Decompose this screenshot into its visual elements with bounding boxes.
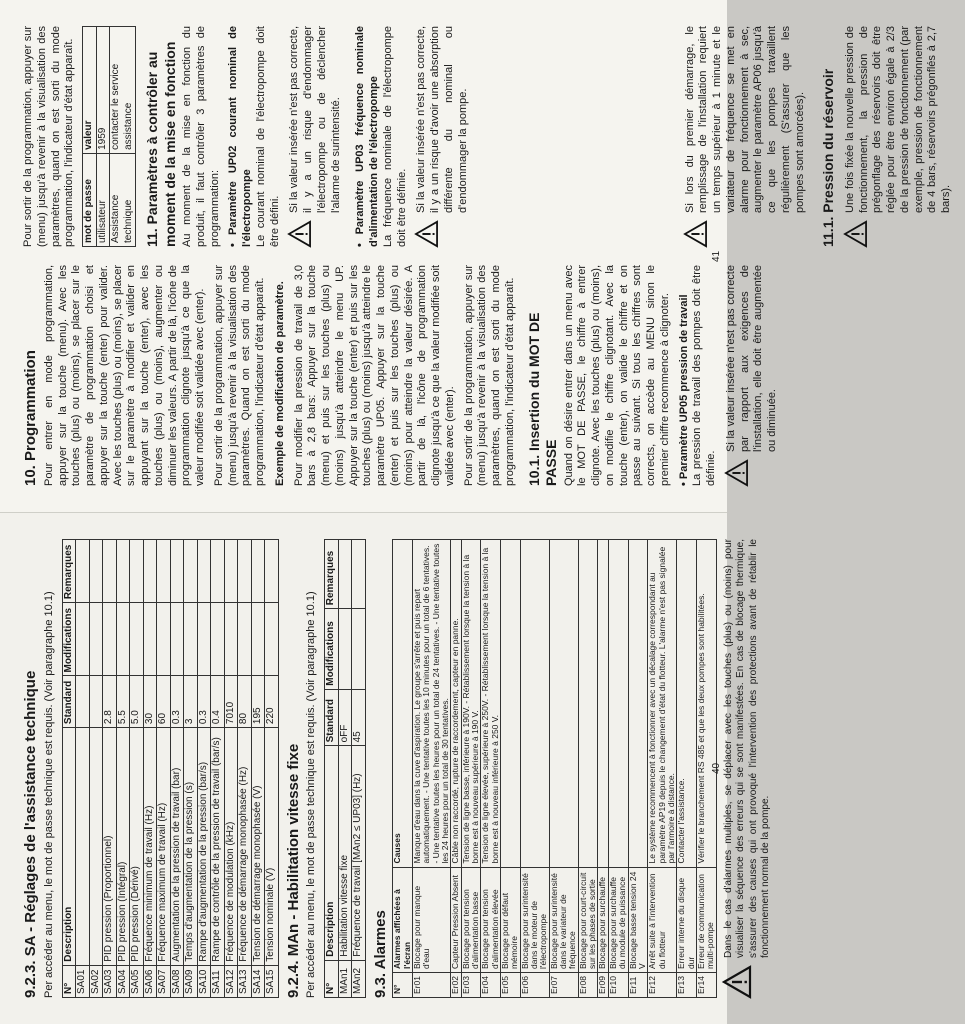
table-row (598, 540, 608, 998)
table-cell: oFF (338, 689, 352, 746)
table-cell: Temps d'augmentation de la pression (s) (184, 728, 198, 966)
sa-intro: Per accéder au menu, le mot de passe technique est requis. (Voir paragraphe 10.1) (42, 591, 55, 998)
table-cell (76, 728, 90, 966)
sa-table-body (76, 540, 279, 998)
table-row (608, 540, 628, 998)
table-cell: SA08 (170, 965, 184, 997)
table-cell: Blocage pour tension d'alimentation basse (461, 867, 481, 973)
pw-cell: Assistance technique (110, 153, 136, 246)
table-cell: Blocage pour surintensité dans le variateur de fréquence (549, 867, 578, 973)
table-cell-empty (103, 540, 117, 603)
up05-warning (725, 265, 785, 486)
table-cell: Blocage pour défaut mémoire (501, 867, 521, 973)
warning-icon (288, 221, 311, 247)
table-cell (170, 603, 184, 676)
table-cell: SA13 (238, 965, 252, 997)
right-bottom-2 (678, 26, 965, 247)
table-cell: SA11 (211, 965, 225, 997)
table-cell: 60 (157, 676, 171, 728)
table-cell: Augmentation de la pression de travail (bar) (170, 728, 184, 966)
table-cell: Câble non raccordé, rupture de raccordement, capteur en panne. (451, 540, 461, 868)
table-cell (197, 603, 211, 676)
table-cell: Arrêt suite à l'intervention du flotteur (648, 867, 677, 973)
up02-title: • Paramètre UP02 courant nominal de l'électropompe (227, 26, 253, 247)
table-cell: Tension de ligne basse, inférieure à 190V. - Rétablissement lorsque la tension à la borne est à nouveau supérieure à 190 V. (461, 540, 481, 868)
table-cell: Vérifier le branchement RS 485 et que les deux pompes sont habilitées. (696, 540, 716, 868)
table-cell: 195 (251, 676, 265, 728)
table-cell: Fréquence minimum de travail (Hz) (143, 728, 157, 966)
table-row (197, 540, 211, 998)
warning-icon (844, 221, 867, 247)
table-cell: Blocage pour surchauffe (598, 867, 608, 973)
password-exit-paragraph: Pour sortir de la programmation, appuyer sur (menu) jusqu'à revenir à la visualisation des paramètres, quand on est sorti du mode programmation, l'indicateur d'état apparaît. (22, 26, 76, 247)
right-columns (22, 26, 678, 486)
password-paragraph: Quand on désire entrer dans un menu avec le MOT DE PASSE, le chiffre à entrer clignote. Avec les touches (plus) ou (moins), on modifie le chiffre clignotant. Avec la touche (enter), on valide le chiffre et on passe au suivant. Si tous les chiffres sont corrects, on accède au MENU sinon le premier chiffre recommence à clignoter. (562, 265, 671, 486)
warning-icon (723, 966, 751, 998)
prog-paragraph-2: Pour sortir de la programmation, appuyer sur (menu) jusqu'à revenir à la visualisation des paramètres. Quand on est sorti du mode programmation, l'indicateur d'état apparaît. (212, 265, 266, 486)
table-row (352, 540, 366, 998)
table-cell (578, 540, 598, 868)
table-row (103, 540, 117, 998)
right-column-2 (22, 26, 678, 247)
table-row (265, 540, 279, 998)
alarm-table (392, 539, 716, 998)
table-cell-empty (352, 540, 366, 609)
up05-warning-2-text: Si lors du premier démarrage, le remplissage de l'installation requiert un temps supérieur à 1 minute et le variateur de fréquence se met en alarme pour fonctionnement à sec, augmenter le paramètre AP06 jusqu'à ce que les pompes travaillent régulièrement (S'assurer que les pompes sont amorcées). (683, 26, 806, 213)
table-cell: Blocage pour surchauffe du module de puissance (608, 867, 628, 973)
table-cell-empty (130, 540, 144, 603)
man-table (324, 539, 366, 998)
table-cell: Tension de ligne élevée, supérieure à 250V. - Rétablissement lorsque la tension à la borne est à nouveau inférieure à 250 V. (481, 540, 501, 868)
tank-warning (844, 26, 959, 247)
table-cell: Le système recommencent à fonctionner avec un décalage correspondant au paramètre AP19 depuis le changement d'état du flotteur. L'alarme n'est pas signalée par l'armoire à distance. (648, 540, 677, 868)
table-cell-empty (116, 540, 130, 603)
table-row (549, 540, 578, 998)
man-header-mod: Modifications (325, 609, 339, 689)
tank-title: 11.1. Pression du réservoir (820, 68, 837, 247)
alarm-note: Dans le cas d'alarmes multiples, se déplacer avec les touches (plus) ou (moins) pour visualiser la séquence des erreurs qui se sont manifestées. En cas de blocage thermique, s'assurer des causes qui ont provoqué l'intervention des protections avant de rétablir le fonctionnement normal de la pompe. (722, 539, 772, 958)
table-cell: Er11 (628, 973, 648, 998)
table-cell (184, 603, 198, 676)
example-title: Exemple de modification de paramètre. (273, 281, 286, 486)
up02-paragraph: Le courant nominal de l'électropompe doit être défini. (254, 26, 281, 247)
table-cell: Er09 (598, 973, 608, 998)
table-cell (501, 540, 521, 868)
table-cell-empty (251, 540, 265, 603)
up05-title: • Paramètre UP05 pression de travail (677, 294, 690, 486)
table-cell-empty (89, 540, 103, 603)
table-cell: Contacter l'assistance. (677, 540, 697, 868)
table-cell: PID pression (Dérivé) (130, 728, 144, 966)
table-cell-empty (238, 540, 252, 603)
sa-header-mod: Modifications (62, 603, 76, 676)
table-cell: Er01 (412, 973, 450, 998)
table-row (211, 540, 225, 998)
up03-warning (415, 26, 475, 247)
table-cell (211, 603, 225, 676)
table-cell: 3 (184, 676, 198, 728)
table-cell: Erreur de communication multi-pompe (696, 867, 716, 973)
table-cell (76, 676, 90, 728)
table-cell-empty (224, 540, 238, 603)
table-cell: Tension nominale (V) (265, 728, 279, 966)
table-cell-empty (184, 540, 198, 603)
table-cell: 5.5 (116, 676, 130, 728)
alarm-header-n: N° (393, 973, 413, 998)
table-cell: Capteur Pression Absent (451, 867, 461, 973)
table-row (238, 540, 252, 998)
table-cell (265, 603, 279, 676)
table-cell: 0.3 (170, 676, 184, 728)
table-cell: SA10 (197, 965, 211, 997)
table-cell: SA02 (89, 965, 103, 997)
man-header-desc: Description (325, 746, 339, 960)
table-row (578, 540, 598, 998)
sa-header-desc: Description (62, 728, 76, 966)
table-cell: Rampe d'augmentation de la pression (bar/s) (197, 728, 211, 966)
table-cell (251, 603, 265, 676)
prog-paragraph-1: Pour entrer en mode programmation, appuyer sur la touche (menu). Avec les touches (plus) ou (moins), se placer sur le paramètre de programmation choisi et appuyer sur la touche (enter) pour valider. Avec les touches (plus) ou (moins), se placer sur le paramètre à modifier et valider en appuyant sur la touche (enter), avec les touches (plus) ou (moins), augmenter ou diminuer les valeurs. A partir de là, l'icône de programmation clignote jusqu'à ce que la valeur modifiée soit validée avec (enter). (42, 265, 206, 486)
table-cell-empty (211, 540, 225, 603)
table-row (251, 540, 265, 998)
table-cell: Blocage pour surintensité dans le moteur de l'électropompe (520, 867, 549, 973)
table-row (116, 540, 130, 998)
table-cell: 80 (238, 676, 252, 728)
table-cell: Fréquence de travail [MAn2 ≤ UP03] (Hz) (352, 746, 366, 960)
table-cell: Rampe de contrôle de la pression de travail (bar/s) (211, 728, 225, 966)
table-cell: Blocage pour tension d'alimentation élevée (481, 867, 501, 973)
table-cell: 220 (265, 676, 279, 728)
table-cell-empty (352, 609, 366, 689)
table-cell: Fréquence de modulation (kHz) (224, 728, 238, 966)
table-cell-empty (338, 540, 352, 609)
alarm-section-title: 9.3. Alarmes (371, 910, 389, 998)
table-cell: 2.8 (103, 676, 117, 728)
table-cell: Habilitation vitesse fixe (338, 746, 352, 960)
table-cell-empty (265, 540, 279, 603)
pw-cell: contacter le service assistance (110, 27, 136, 154)
table-cell: Er04 (481, 973, 501, 998)
table-cell (103, 603, 117, 676)
example-paragraph: Pour modifier la pression de travail de 3,0 bars à 2,8 bars: Appuyer sur la touche (menu) et puis sur les touches (plus) ou (moins) jusqu'à atteindre le menu UP. Appuyer sur la touche (enter) et puis sur les touches (plus) ou (moins) jusqu'à atteindre le paramètre UP05. Appuyer sur la touche (enter) et puis sur les touches (plus) ou (moins) pour atteindre la valeur désirée. A partir de là, l'icône de programmation clignote jusqu'à ce que la valeur modifiée soit validée avec (enter). (292, 264, 456, 486)
table-cell-empty (143, 540, 157, 603)
man-header-rem: Remarques (325, 540, 339, 609)
table-row (481, 540, 501, 998)
table-cell (157, 603, 171, 676)
table-cell (89, 728, 103, 966)
table-cell: SA09 (184, 965, 198, 997)
table-row (170, 540, 184, 998)
table-cell (143, 603, 157, 676)
table-cell-empty (157, 540, 171, 603)
table-row (501, 540, 521, 998)
table-row (451, 540, 461, 998)
table-row (184, 540, 198, 998)
table-cell: Er02 (451, 973, 461, 998)
table-cell: Erreur interne du disque dur (677, 867, 697, 973)
table-cell: Tension de démarrage monophasée (V) (251, 728, 265, 966)
table-cell (598, 540, 608, 868)
table-cell: Er14 (696, 973, 716, 998)
warning-icon (684, 221, 707, 247)
table-cell: SA14 (251, 965, 265, 997)
table-cell: PID pression (Intégral) (116, 728, 130, 966)
table-row (76, 540, 90, 998)
sa-header-std: Standard (62, 676, 76, 728)
sa-table (62, 539, 279, 998)
table-row (338, 540, 352, 998)
table-cell: Fréquence maximum de travail (Hz) (157, 728, 171, 966)
table-row (677, 540, 697, 998)
pw-cell: utilisateur (96, 153, 110, 246)
up02-warning (288, 26, 348, 247)
tank-paragraph: Une fois fixée la nouvelle pression de fonctionnement, la pression de prégonflage des réservoirs doit être réglée pour être environ égale à 2/3 de la pression de fonctionnement (par exemple, pression de fonctionnement de 4 bars, réservoirs prégonflés à 2,7 bars). (843, 26, 952, 213)
table-row (96, 27, 110, 247)
up03-paragraph: La fréquence nominale de l'électropompe doit être définie. (381, 26, 408, 247)
man-header-n: N° (325, 960, 339, 997)
table-cell: Er05 (501, 973, 521, 998)
prog-title: 10. Programmation (22, 350, 39, 486)
man-section-title: 9.2.4. MAn - Habilitation vitesse fixe (284, 743, 302, 998)
table-cell (628, 540, 648, 868)
table-cell: SA04 (116, 965, 130, 997)
pw-header-value: valeur (83, 27, 97, 154)
table-cell: Blocage pour court-circuit sur les phases de sortie (578, 867, 598, 973)
table-row (628, 540, 648, 998)
table-cell: Blocage basse tension 24 V (628, 867, 648, 973)
up02-warning-text: Si la valeur insérée n'est pas correcte, il y a un risque d'endommager l'électropompe ou de déclencher l'alarme de surintensité. (288, 26, 342, 213)
table-cell: SA03 (103, 965, 117, 997)
man-table-body (338, 540, 365, 998)
table-cell-empty (338, 609, 352, 689)
table-row (461, 540, 481, 998)
table-cell: Er06 (520, 973, 549, 998)
up05-paragraph: La pression de travail des pompes doit être définie. (691, 265, 717, 486)
table-cell (130, 603, 144, 676)
sa-section-title: 9.2.3. SA - Réglages de l'assistance technique (22, 670, 39, 998)
pw-header-name: mot de passe (83, 153, 97, 246)
table-cell: Manque d'eau dans la cuve d'aspiration. Le groupe s'arrête et puis repart automatiquement. - Une tentative toutes les 10 minutes pour un total de 6 tentatives. - Une tentative toutes les heures pour un total de 24 tentatives. - Une tentative toutes les 24 heures pour un total de 30 tentatives. (412, 540, 450, 868)
table-row (89, 540, 103, 998)
example-paragraph-2: Pour sortir de la programmation, appuyer sur (menu) jusqu'à revenir à la visualisation des paramètres, quand on est sorti du mode programmation, l'indicateur d'état apparaît. (462, 265, 516, 486)
up03-title: • Paramètre UP03 fréquence nominale d'alimentation de l'électropompe (354, 26, 380, 247)
table-cell: 30 (143, 676, 157, 728)
right-column-1 (22, 265, 678, 486)
table-cell: 0.3 (197, 676, 211, 728)
table-cell (520, 540, 549, 868)
sa-header-n: N° (62, 965, 76, 997)
table-cell: Er10 (608, 973, 628, 998)
page-number-right: 41 (710, 250, 722, 262)
table-cell (549, 540, 578, 868)
table-cell: 5.0 (130, 676, 144, 728)
warning-icon (725, 460, 748, 486)
password-table (82, 26, 136, 247)
table-row (224, 540, 238, 998)
table-cell: PID pression (Proportionnel) (103, 728, 117, 966)
table-cell (116, 603, 130, 676)
man-intro: Per accéder au menu, le mot de passe technique est requis. (Voir paragraphe 10.1) (305, 591, 318, 998)
up05-warning-text: Si la valeur insérée n'est pas correcte par rapport aux exigences de l'installation, elle doit être augmentée ou diminuée. (724, 265, 778, 452)
table-cell (76, 603, 90, 676)
table-cell: Blocage pour manque d'eau (412, 867, 450, 973)
table-row (520, 540, 549, 998)
sa-header-rem: Remarques (62, 540, 76, 603)
table-cell: SA07 (157, 965, 171, 997)
param-title: 11. Paramètres à contrôler au moment de la mise en fonction (144, 41, 178, 247)
table-cell: MAn2 (352, 960, 366, 997)
table-row (648, 540, 677, 998)
table-row (110, 27, 136, 247)
table-cell: Er07 (549, 973, 578, 998)
table-cell (89, 603, 103, 676)
table-cell: SA05 (130, 965, 144, 997)
table-cell: 7010 (224, 676, 238, 728)
table-cell: SA12 (224, 965, 238, 997)
up05-warning-2 (684, 26, 813, 247)
right-page (0, 0, 952, 512)
table-cell-empty (197, 540, 211, 603)
table-cell (224, 603, 238, 676)
table-row (157, 540, 171, 998)
param-paragraph: Au moment de la mise en fonction du produit, il faut contrôler 3 paramètres de programmation: (181, 26, 221, 247)
table-cell: Fréquence de démarrage monophasée (Hz) (238, 728, 252, 966)
table-cell-empty (170, 540, 184, 603)
alarm-warning (723, 539, 778, 998)
table-cell: 45 (352, 689, 366, 746)
alarm-header-label: Alarmes affichées à l'écran (393, 867, 413, 973)
pw-cell: 1959 (96, 27, 110, 154)
table-row (143, 540, 157, 998)
alarm-table-body (412, 540, 716, 998)
table-row (412, 540, 450, 998)
table-cell: MAn1 (338, 960, 352, 997)
table-cell: SA01 (76, 965, 90, 997)
table-cell: SA15 (265, 965, 279, 997)
up03-warning-text: Si la valeur insérée n'est pas correcte, il y a un risque d'avoir une absorption différente du nominal ou d'endommager la pompe. (415, 26, 469, 213)
table-cell (238, 603, 252, 676)
table-cell: 0.4 (211, 676, 225, 728)
left-page (0, 512, 772, 1024)
warning-icon (415, 221, 438, 247)
man-header-std: Standard (325, 689, 339, 746)
table-cell: Er12 (648, 973, 677, 998)
alarm-header-cause: Causes (393, 540, 413, 868)
right-bottom-1 (678, 265, 965, 486)
table-cell-empty (76, 540, 90, 603)
table-row (130, 540, 144, 998)
password-title: 10.1. Insertion du MOT DE PASSE (525, 312, 559, 486)
table-cell (89, 676, 103, 728)
table-cell: Er13 (677, 973, 697, 998)
page-number-left: 40 (710, 762, 722, 774)
table-cell: Er03 (461, 973, 481, 998)
table-cell (608, 540, 628, 868)
table-cell: Er08 (578, 973, 598, 998)
table-cell: SA06 (143, 965, 157, 997)
